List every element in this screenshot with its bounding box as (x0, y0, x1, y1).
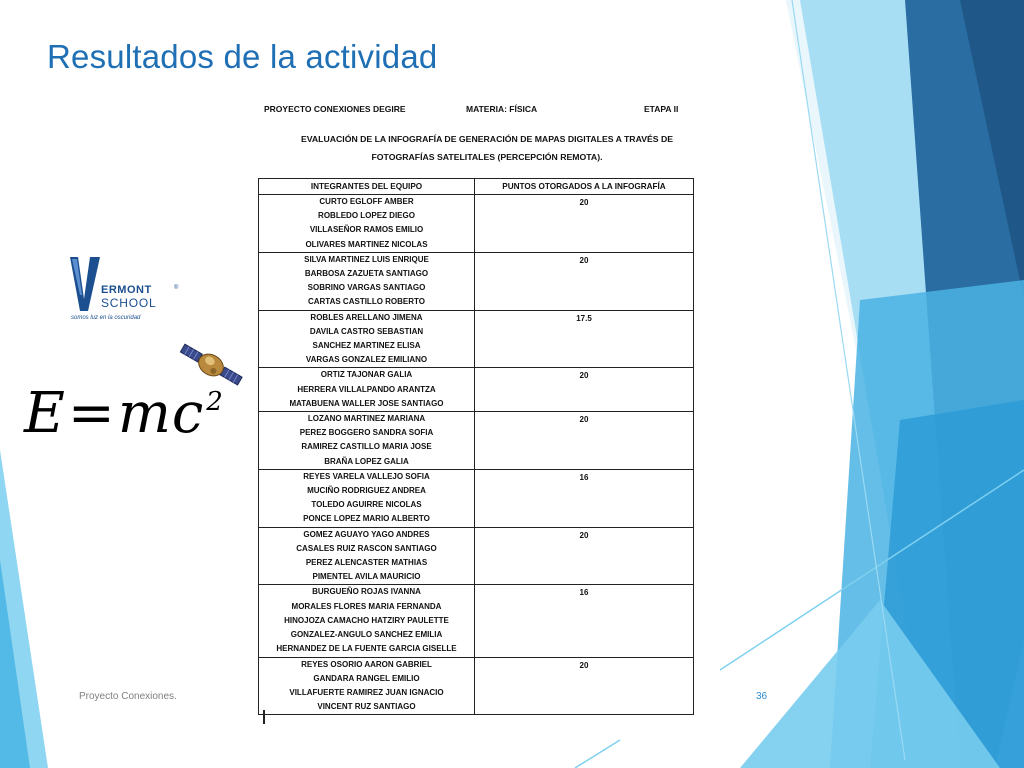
team-member-name: CARTAS CASTILLO ROBERTO (307, 297, 426, 307)
team-member-name: RAMIREZ CASTILLO MARIA JOSE (301, 442, 432, 452)
team-members-cell (259, 195, 475, 253)
formula-equals: = (67, 381, 116, 446)
team-member-name: MUCIÑO RODRIGUEZ ANDREA (307, 486, 426, 496)
team-members-cell (259, 368, 475, 412)
table-row (259, 657, 694, 715)
team-member-name: SANCHEZ MARTINEZ ELISA (312, 341, 421, 351)
evaluation-table (258, 178, 694, 715)
team-points-cell: 17.5 (475, 310, 694, 368)
text-cursor-mark (263, 710, 265, 724)
team-member-name: PEREZ BOGGERO SANDRA SOFIA (299, 428, 434, 438)
team-member-name: HERNANDEZ DE LA FUENTE GARCIA GISELLE (276, 644, 457, 654)
team-member-name: MATABUENA WALLER JOSE SANTIAGO (289, 398, 444, 408)
team-points-cell: 20 (475, 412, 694, 470)
table-row (259, 368, 694, 412)
team-points-cell: 16 (475, 585, 694, 657)
table-row (259, 195, 694, 253)
team-member-name: BURGUEÑO ROJAS IVANNA (312, 587, 421, 597)
table-row (259, 585, 694, 657)
document-subtitle (272, 130, 702, 166)
team-member-name: PIMENTEL AVILA MAURICIO (312, 572, 421, 582)
team-member-name: ORTIZ TAJONAR GALIA (320, 370, 413, 380)
footer-text: Proyecto Conexiones. (79, 691, 177, 702)
logo-v-icon (68, 255, 102, 313)
team-member-name: VARGAS GONZALEZ EMILIANO (305, 355, 428, 365)
team-member-name: SILVA MARTINEZ LUIS ENRIQUE (304, 254, 429, 264)
document-stage: ETAPA II (644, 104, 679, 114)
team-points-cell: 20 (475, 657, 694, 715)
team-members-cell (259, 657, 475, 715)
table-row (259, 527, 694, 585)
vermont-school-logo (68, 255, 186, 327)
team-member-name: CASALES RUIZ RASCON SANTIAGO (296, 543, 437, 553)
table-row (259, 310, 694, 368)
team-member-name: PEREZ ALENCASTER MATHIAS (305, 558, 428, 568)
table-header-row (259, 179, 694, 195)
team-member-name: CURTO EGLOFF AMBER (319, 197, 414, 206)
team-member-name: MORALES FLORES MARIA FERNANDA (291, 601, 442, 611)
team-member-name: TOLEDO AGUIRRE NICOLAS (311, 500, 422, 510)
team-member-name: LOZANO MARTINEZ MARIANA (307, 414, 426, 424)
logo-word-school: SCHOOL (101, 296, 157, 310)
team-member-name: ROBLEDO LOPEZ DIEGO (318, 211, 415, 221)
team-member-name: GOMEZ AGUAYO YAGO ANDRES (303, 529, 430, 539)
team-member-name: BARBOSA ZAZUETA SANTIAGO (304, 269, 429, 279)
team-members-cell (259, 585, 475, 657)
team-member-name: BRAÑA LOPEZ GALIA (324, 456, 409, 466)
document-subtitle-line1: EVALUACIÓN DE LA INFOGRAFÍA DE GENERACIÓN DE MAPAS DIGITALES A TRAVÉS DE (300, 134, 674, 144)
formula-exponent: 2 (206, 387, 224, 417)
team-member-name: REYES VARELA VALLEJO SOFIA (303, 471, 430, 481)
team-members-cell (259, 310, 475, 368)
column-header-points: PUNTOS OTORGADOS A LA INFOGRAFÍA (475, 179, 694, 195)
team-member-name: VILLAFUERTE RAMIREZ JUAN IGNACIO (289, 687, 444, 697)
team-member-name: HERRERA VILLALPANDO ARANTZA (297, 384, 436, 394)
team-member-name: HINOJOZA CAMACHO HATZIRY PAULETTE (284, 615, 449, 625)
document-subject: MATERIA: FÍSICA (466, 104, 538, 114)
team-member-name: PONCE LOPEZ MARIO ALBERTO (303, 514, 430, 524)
team-member-name: DAVILA CASTRO SEBASTIAN (309, 326, 424, 336)
document-header (264, 104, 688, 118)
column-header-members: INTEGRANTES DEL EQUIPO (259, 179, 475, 195)
logo-word-ermont: ERMONT (101, 284, 152, 296)
logo-tagline: somos luz en la oscuridad (71, 315, 141, 321)
team-points-cell: 20 (475, 252, 694, 310)
team-points-cell: 20 (475, 195, 694, 253)
team-points-cell: 20 (475, 368, 694, 412)
formula-left: E (24, 381, 66, 446)
document-project: PROYECTO CONEXIONES DEGIRE (264, 104, 406, 114)
evaluation-document (252, 96, 700, 726)
team-members-cell (259, 469, 475, 527)
team-member-name: VINCENT RUZ SANTIAGO (317, 702, 416, 712)
slide-title: Resultados de la actividad (47, 38, 438, 75)
team-points-cell: 20 (475, 527, 694, 585)
team-member-name: ROBLES ARELLANO JIMENA (310, 312, 423, 322)
table-row (259, 412, 694, 470)
logo-registered-mark: ® (174, 285, 179, 291)
team-members-cell (259, 252, 475, 310)
team-member-name: VILLASEÑOR RAMOS EMILIO (309, 225, 424, 235)
team-member-name: REYES OSORIO AARON GABRIEL (301, 659, 432, 669)
formula-emc2 (24, 381, 222, 446)
formula-right: mc (117, 381, 205, 446)
page-number: 36 (756, 691, 768, 702)
team-member-name: SOBRINO VARGAS SANTIAGO (307, 283, 426, 293)
table-row (259, 252, 694, 310)
team-member-name: GANDARA RANGEL EMILIO (313, 673, 420, 683)
team-members-cell (259, 412, 475, 470)
team-members-cell (259, 527, 475, 585)
team-points-cell: 16 (475, 469, 694, 527)
team-member-name: OLIVARES MARTINEZ NICOLAS (305, 239, 428, 249)
team-member-name: GONZALEZ-ANGULO SANCHEZ EMILIA (290, 630, 443, 640)
table-row (259, 469, 694, 527)
accent-line-2 (575, 740, 620, 768)
table-body (259, 195, 694, 715)
document-subtitle-line2: FOTOGRAFÍAS SATELITALES (PERCEPCIÓN REMOTA). (371, 152, 603, 162)
